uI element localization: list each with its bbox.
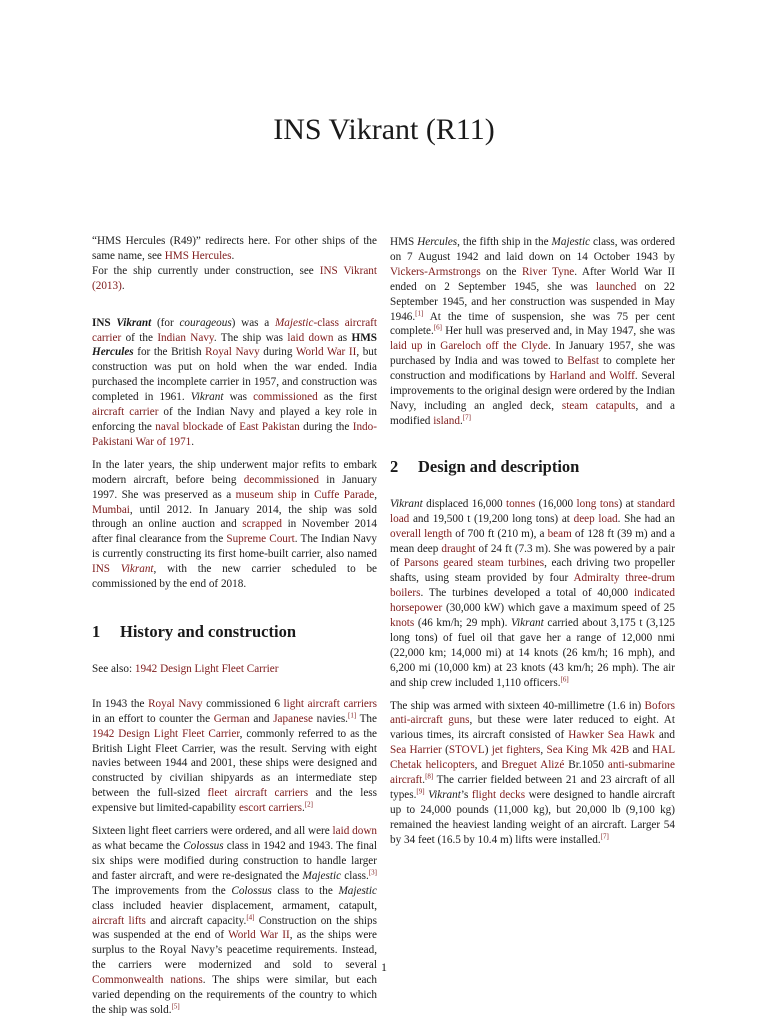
text-run: Hercules [417,236,458,248]
text-run: , until 2012. In January 2014, the ship was sold through an online auction and [92,503,377,531]
link[interactable]: Admiralty three-drum boilers [390,572,675,600]
text-run: (30,000 kW) which gave a maximum speed of 25 [442,602,675,615]
link[interactable]: Breguet Alizé [501,759,565,772]
text-run: The [356,712,377,725]
text-run: carried about 3,175 t (3,125 long tons) of fuel oil that gave her a range of 12,000 nmi (22,000 km; 14,000 mi) at 14 knots (26 km/h; 16 mph), and 6,200 mi (10,000 km) at 23 knots (43 km/h; 26 mph). The air and ship crew included 1,110 officers. [390,617,675,689]
text-run: displaced 16,000 [422,497,506,510]
link[interactable]: German [213,712,250,725]
link[interactable]: Vikrant [120,563,154,576]
text-run: for the British [133,346,206,359]
text-run: . [191,435,195,448]
citation-ref[interactable]: [8] [425,772,434,781]
text-run: . The ships were similar, but each varied depending on the requirements of the country to which the ship was sold. [92,974,377,1016]
link[interactable]: knots [390,617,415,630]
text-run: Sixteen light fleet carriers were ordered, and all were [92,825,333,838]
text-run: The ship was armed with sixteen 40-millimetre (1.6 in) [390,699,645,712]
link[interactable]: laid down [287,331,334,344]
link[interactable]: Royal Navy [148,697,203,710]
link[interactable]: Supreme Court [226,533,295,546]
text-run: . In January 1957, she was purchased by India and was towed to [390,340,676,368]
text-run: in January 1997. She was preserved as a [92,473,377,501]
text-run: in an effort to counter the [92,712,214,725]
text-run: and [654,729,675,742]
text-run: ’s [460,789,472,801]
page-title: INS Vikrant (R11) [273,113,495,146]
text-run: and 19,500 t (19,200 long tons) at [409,512,574,525]
section-heading-design: 2 Design and description [390,456,580,476]
intro-paragraph-1 [92,316,377,450]
link[interactable]: museum ship [235,488,297,501]
text-run: . She had an [617,512,675,525]
link[interactable]: Harland and Wolff [549,370,635,383]
text-run: of the [121,331,158,344]
link[interactable]: indicated horsepower [390,587,675,615]
text-run: Vikrant [116,316,152,329]
text-run: , the fifth ship in the [457,236,552,248]
link[interactable]: Belfast [567,355,599,368]
text-run: class to the [271,884,339,897]
link[interactable]: island [433,414,460,427]
citation-ref[interactable]: [1] [347,711,357,720]
citation-ref[interactable]: [4] [246,912,255,921]
text-run: of [223,420,240,433]
link[interactable]: escort carriers [238,802,302,815]
link[interactable]: fleet aircraft carriers [207,787,309,800]
link[interactable]: long tons [576,497,619,510]
link[interactable]: aircraft carrier [92,316,378,344]
text-run: navies. [312,712,348,725]
link[interactable]: flight decks [471,789,526,801]
link[interactable]: Cuffe Parade [314,488,375,501]
text-run: as the first [317,391,377,404]
link[interactable]: River Tyne [521,265,575,278]
text-run: HMS [390,236,418,248]
link[interactable]: draught [441,542,476,555]
text-run: during [259,346,296,359]
text-run: and [249,712,274,725]
text-run: of 128 ft (39 m) and a mean deep [390,527,675,555]
text-run: , and [474,759,502,772]
text-run: HMS [351,331,377,344]
text-run: , each driving two propeller shafts, using steam provided by four [390,557,675,585]
text-run: of the Indian Navy and played a key role in enforcing the [92,406,377,433]
citation-ref[interactable]: [6] [433,323,442,332]
citation-ref[interactable]: [1] [415,308,424,317]
link[interactable]: Sea Harrier [390,744,442,757]
text-run: (46 km/h; 29 mph). [414,617,512,630]
text-run: and aircraft capacity. [145,914,247,927]
text-run: Vikrant [511,617,544,630]
text-run: In the later years, the ship underwent major refits to embark modern aircraft, before being [92,458,377,486]
text-run: Colossus [183,840,224,852]
link[interactable]: naval blockade [155,420,224,433]
see-also: See also: 1942 Design Light Fleet Carrier [92,662,279,675]
link[interactable]: INS Vikrant (2013) [92,264,377,292]
text-run: in [422,340,441,353]
text-run: commissioned 6 [202,697,284,710]
right-column [390,235,675,856]
text-run: ) was a [231,316,275,329]
link[interactable]: Gareloch off the Clyde [440,340,549,353]
link[interactable]: aircraft lifts [92,914,146,927]
text-run: ) [484,744,492,757]
text-run: Vikrant [190,391,224,404]
link[interactable]: laid down [332,825,377,838]
link[interactable]: standard load [390,497,675,525]
citation-ref[interactable]: [2] [304,800,313,809]
link[interactable]: Bofors anti-aircraft guns [390,699,675,727]
text-run: , commonly referred to as the British Light Fleet Carrier, was the result. Serving with eight navies between 1944 and 2001, these ships were designed and constructed by civilian shipyards as an intermediate step between the full-sized [92,727,378,800]
citation-ref[interactable]: [6] [560,674,569,683]
text-run: of 24 ft (7.3 m). She was powered by a pair of [390,542,675,570]
text-run: (16,000 [535,497,577,510]
text-run: class in 1942 and 1943. The final six ships were modified during construction to handle larger and faster aircraft, and were re-designated the [92,840,377,882]
text-run: Majestic [551,236,591,248]
history-paragraph-2 [92,824,377,1018]
design-paragraph-1 [390,497,675,691]
left-column [92,234,377,1018]
text-run: Vikrant [428,789,461,801]
citation-ref[interactable]: [7] [462,413,471,422]
text-run: to complete her construction and modifications by [390,355,675,383]
text-run: class. [341,869,369,882]
text-run: class, was ordered on 7 August 1942 and laid down on 14 October 1943 by [390,236,675,263]
text-run: . The Indian Navy is currently constructing its first home-built carrier, also named [92,533,377,561]
hatnote [92,234,377,294]
text-run: , [374,488,378,501]
text-run: Hercules [92,346,134,359]
hatnote-line-2: For the ship currently under construction, see INS Vikrant (2013). [92,264,377,292]
link[interactable]: Commonwealth nations [92,974,203,987]
text-run: Br.1050 [564,759,608,772]
link[interactable]: Japanese [273,712,313,725]
link[interactable]: -class [313,316,339,329]
link[interactable]: Majestic [274,316,314,329]
link[interactable]: decommissioned [243,473,319,486]
link[interactable]: Hawker Sea Hawk [568,729,655,742]
link[interactable]: Mumbai [92,503,130,516]
text-run: Construction on the ships was suspended at the end of [92,914,377,942]
text-run: , but construction was put on hold when the war ended. India purchased the incomplete carrier in 1957, and construction was completed in 1961. [92,346,377,404]
text-run: The carrier fielded between 21 and 23 aircraft of all types. [390,774,675,801]
text-run: were designed to handle aircraft up to 24,000 pounds (11,000 kg), but 20,000 lb (9,100 kg) remained the heaviest landing weight of an aircraft. Larger 54 by 34 feet (16.5 by 10.4 m) lifts were installed. [390,789,675,846]
text-run: , [540,744,547,757]
text-run: Her hull was preserved and, in May 1947, she was [441,325,675,338]
text-run: , with the new carrier scheduled to be commissioned by the end of 2018. [92,563,378,591]
link[interactable]: World War II [295,346,357,359]
link[interactable]: East Pakistan [239,420,300,433]
text-run: and [629,744,653,757]
link[interactable]: aircraft carrier [92,406,159,419]
link[interactable]: commissioned [253,391,318,404]
text-run: . The ship was [213,331,288,344]
history-paragraph-3 [390,235,675,429]
link[interactable]: scrapped [242,518,282,531]
text-run: ( [441,744,449,757]
link[interactable]: STOVL [448,744,485,757]
link[interactable]: World War II [228,929,290,942]
text-run: At the time of suspension, she was 75 per cent complete. [390,310,675,338]
link[interactable]: HAL Chetak helicopters [390,744,676,772]
text-run: during the [299,420,353,433]
text-run: on the [480,265,522,278]
citation-ref[interactable]: [3] [368,868,377,877]
link[interactable]: Royal Navy [205,346,260,359]
link[interactable]: launched [595,280,637,293]
text-run: Majestic [302,869,342,882]
text-run: . The turbines developed a total of 40,000 [420,587,634,600]
link[interactable]: anti-submarine aircraft [390,759,675,787]
text-run: . [302,802,305,815]
text-run: class included heavier displacement, armament, catapult, [92,899,377,912]
link[interactable]: laid up [390,340,423,353]
text-run: (for [151,316,180,329]
link[interactable]: overall length [390,527,453,540]
text-run: , as the ships were surplus to the Royal Navy’s peacetime requirements. Instead, the carriers were modernized and sold to several [92,929,377,972]
text-run: Majestic [338,884,377,897]
text-run: . Several improvements to the original design were ordered by the Indian Navy, including an angled deck, [390,370,675,412]
link[interactable]: 1942 Design Light Fleet Carrier [92,727,240,740]
text-run: , but these were later reduced to eight. At various times, its aircraft consisted of [390,714,675,742]
text-run: The improvements from the [92,884,232,897]
text-run: in [296,488,315,501]
link[interactable]: Vickers-Armstrongs [390,265,481,278]
link[interactable]: Indian Navy [157,331,214,344]
link[interactable]: HMS Hercules [164,249,232,262]
link[interactable]: Sea King Mk 42B [546,744,630,757]
text-run: . [459,414,463,427]
text-run: Vikrant [390,497,423,510]
text-run: as [333,331,352,344]
link[interactable]: Parsons geared steam turbines [403,557,545,570]
text-run: as what became the [92,840,184,852]
citation-ref[interactable]: [5] [171,1002,180,1011]
text-run: . [422,774,426,787]
history-paragraph-1 [92,697,377,816]
link[interactable]: tonnes [505,497,536,510]
citation-ref[interactable]: [9] [416,787,425,796]
design-paragraph-2 [390,699,675,848]
link[interactable]: steam catapults [561,399,636,412]
text-run: was [223,391,254,404]
link[interactable]: Indo-Pakistani War of 1971 [92,420,377,448]
text-run: . After World War II ended on 2 September 1945, she was [390,265,675,293]
text-run: ) at [618,497,638,510]
text-run: and the less expensive but limited-capability [92,787,377,815]
citation-ref[interactable]: [7] [600,831,609,840]
link[interactable]: jet fighters [491,744,541,757]
page-number: 1 [381,960,387,974]
text-run: in November 2014 after final clearance from the [92,518,377,546]
hatnote-line-1: “HMS Hercules (R49)” redirects here. For other ships of the same name, see HMS Hercules. [92,235,377,262]
text-run: on 22 September 1945, and her construction was suspended in May 1946. [390,280,675,323]
text-run: Colossus [231,884,272,897]
link[interactable]: beam [547,527,572,540]
section-heading-history: 1 History and construction [92,621,297,641]
link[interactable]: 1942 Design Light Fleet Carrier [134,662,279,675]
link[interactable]: light aircraft carriers [283,697,377,710]
text-run: , and a modified [390,399,676,427]
link[interactable]: INS [92,563,121,576]
intro-paragraph-2 [92,458,377,592]
text-run: In 1943 the [92,697,149,710]
link[interactable]: deep load [573,512,618,525]
text-run: of 700 ft (210 m), a [452,527,548,540]
text-run: courageous [179,316,232,329]
text-run: INS [92,316,117,329]
